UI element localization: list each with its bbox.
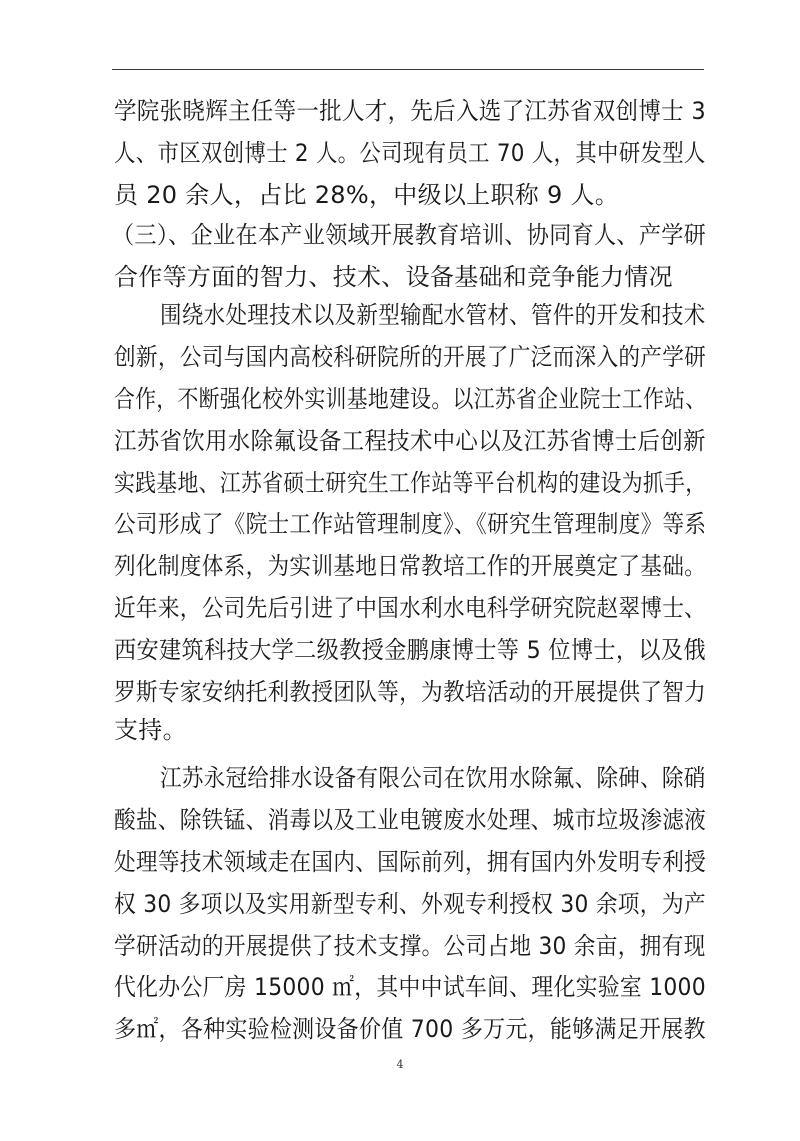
text-line: 处理等技术领域走在国内、国际前列，拥有国内外发明专利授 xyxy=(114,848,707,876)
text-line: 公司形成了《院士工作站管理制度》、《研究生管理制度》等系 xyxy=(114,510,707,538)
text-line: 代化办公厂房 15000 ㎡，其中中试车间、理化实验室 1000 xyxy=(114,973,706,1001)
text-line: 支持。 xyxy=(114,716,187,744)
text-line: 江苏省饮用水除氟设备工程技术中心以及江苏省博士后创新 xyxy=(114,427,706,455)
text-line: 员 20 余人，占比 28%，中级以上职称 9 人。 xyxy=(114,181,620,209)
page-number: 4 xyxy=(396,1058,404,1071)
text-line: 人、市区双创博士 2 人。公司现有员工 70 人，其中研发型人 xyxy=(114,139,706,167)
text-line: 学研活动的开展提供了技术支撑。公司占地 30 余亩，拥有现 xyxy=(114,932,706,960)
text-line: 权 30 多项以及实用新型专利、外观专利授权 30 余项，为产 xyxy=(114,890,706,918)
text-line: 近年来，公司先后引进了中国水利水电科学研究院赵翠博士、 xyxy=(114,594,707,622)
text-line: 西安建筑科技大学二级教授金鹏康博士等 5 位博士，以及俄 xyxy=(114,636,706,664)
text-line: 多㎡，各种实验检测设备价值 700 多万元，能够满足开展教 xyxy=(114,1015,706,1043)
section-heading: 合作等方面的智力、技术、设备基础和竞争能力情况 xyxy=(114,263,673,291)
text-line: 酸盐、除铁锰、消毒以及工业电镀废水处理、城市垃圾渗滤液 xyxy=(114,806,707,834)
text-line: 江苏永冠给排水设备有限公司在饮用水除氟、除砷、除硝 xyxy=(160,764,706,792)
section-heading: （三）、企业在本产业领域开展教育培训、协同育人、产学研 xyxy=(112,221,707,249)
text-line: 围绕水处理技术以及新型输配水管材、管件的开发和技术 xyxy=(160,301,706,329)
text-line: 创新，公司与国内高校科研院所的开展了广泛而深入的产学研 xyxy=(114,343,707,371)
text-line: 列化制度体系，为实训基地日常教培工作的开展奠定了基础。 xyxy=(114,552,707,580)
text-line: 实践基地、江苏省硕士研究生工作站等平台机构的建设为抓手， xyxy=(114,469,707,497)
text-line: 合作，不断强化校外实训基地建设。以江苏省企业院士工作站、 xyxy=(114,385,707,413)
header-rule xyxy=(112,69,704,70)
text-line: 罗斯专家安纳托利教授团队等，为教培活动的开展提供了智力 xyxy=(114,678,707,706)
text-line: 学院张晓辉主任等一批人才，先后入选了江苏省双创博士 3 xyxy=(114,97,706,125)
